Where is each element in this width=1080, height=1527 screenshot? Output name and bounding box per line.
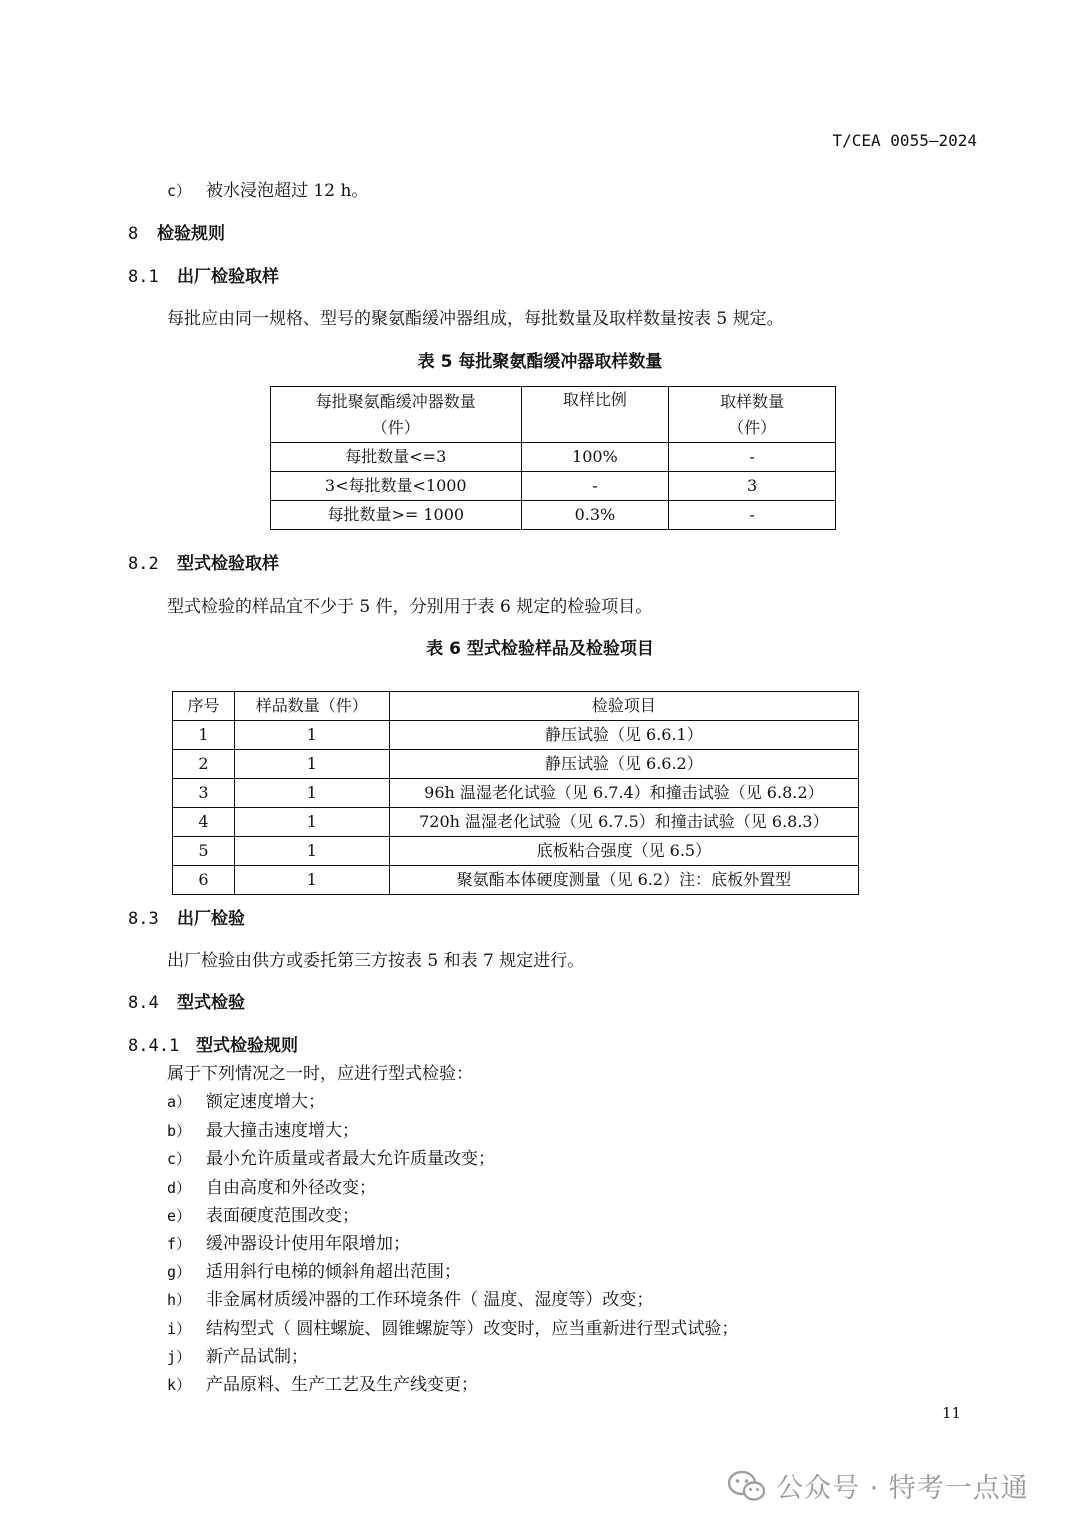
section-heading-8-1: [128, 262, 279, 287]
section-title: 型式检验: [177, 993, 245, 1013]
table-cell: 5: [173, 837, 235, 866]
paragraph: 型式检验的样品宜不少于 5 件，分别用于表 6 规定的检验项目。: [167, 597, 653, 617]
table-cell: 每批数量<=3: [271, 443, 522, 472]
section-number: 8: [128, 224, 139, 244]
table-row: [271, 443, 836, 472]
table-cell: -: [669, 443, 836, 472]
list-item: [167, 1285, 653, 1310]
table6-caption: 表 6 型式检验样品及检验项目: [426, 639, 654, 659]
section-number: 8.4.1: [128, 1036, 180, 1056]
header-cell: 取样数量 （件）: [669, 387, 836, 443]
list-text: 适用斜行电梯的倾斜角超出范围；: [206, 1262, 461, 1282]
table-cell: 96h 温湿老化试验（见 6.7.4）和撞击试验（见 6.8.2）: [389, 779, 858, 808]
table-cell: 0.3%: [521, 501, 669, 530]
list-item: [167, 1201, 359, 1226]
list-letter: j）: [167, 1348, 192, 1366]
section-heading-8-4-1: [128, 1031, 298, 1056]
list-letter: b）: [167, 1122, 192, 1140]
table5-caption: 表 5 每批聚氨酯缓冲器取样数量: [417, 352, 663, 372]
header-cell: 取样比例: [521, 387, 669, 443]
section-title: 出厂检验: [177, 909, 245, 929]
table-cell: 1: [234, 721, 389, 750]
table-row: [173, 808, 859, 837]
header-cell: 样品数量（件）: [234, 692, 389, 721]
table-cell: 1: [234, 750, 389, 779]
table-5: [270, 386, 836, 530]
list-letter: i）: [167, 1320, 192, 1338]
list-text: 新产品试制；: [206, 1347, 308, 1367]
list-item: [167, 1370, 478, 1395]
table-row: [173, 721, 859, 750]
list-letter: c）: [167, 1150, 192, 1168]
section-heading-8-3: [128, 904, 245, 929]
table-row: [173, 750, 859, 779]
list-letter: d）: [167, 1179, 192, 1197]
table-row: [173, 866, 859, 895]
list-text: 最小允许质量或者最大允许质量改变；: [206, 1149, 495, 1169]
page-number: 11: [942, 1404, 962, 1422]
table-cell: 1: [234, 779, 389, 808]
list-text: 缓冲器设计使用年限增加；: [206, 1234, 410, 1254]
table-cell: 1: [234, 808, 389, 837]
table-cell: 3: [173, 779, 235, 808]
table-cell: 3: [669, 472, 836, 501]
header-cell: 序号: [173, 692, 235, 721]
table-header-row: [271, 387, 836, 443]
list-item: [167, 1342, 308, 1367]
watermark: [728, 1466, 1029, 1505]
section-title: 型式检验规则: [196, 1036, 298, 1056]
table-cell: 聚氨酯本体硬度测量（见 6.2）注：底板外置型: [389, 866, 858, 895]
list-letter: g）: [167, 1263, 192, 1281]
section-heading-8-2: [128, 549, 279, 574]
list-item: [167, 1173, 376, 1198]
table-6: [172, 691, 859, 895]
table-cell: -: [521, 472, 669, 501]
header-cell: 每批聚氨酯缓冲器数量 （件）: [271, 387, 522, 443]
wechat-icon: [728, 1470, 766, 1502]
list-item: [167, 1144, 495, 1169]
table-cell: 720h 温湿老化试验（见 6.7.5）和撞击试验（见 6.8.3）: [389, 808, 858, 837]
table-row: [271, 501, 836, 530]
list-letter: f）: [167, 1235, 192, 1253]
list-text: 额定速度增大；: [206, 1092, 325, 1112]
table-cell: -: [669, 501, 836, 530]
table-cell: 3<每批数量<1000: [271, 472, 522, 501]
list-item: [167, 1116, 359, 1141]
list-letter: h）: [167, 1291, 192, 1309]
section-title: 型式检验取样: [177, 554, 279, 574]
table-cell: 1: [234, 837, 389, 866]
list-text: 最大撞击速度增大；: [206, 1121, 359, 1141]
table-header-row: [173, 692, 859, 721]
section-number: 8.3: [128, 909, 159, 929]
section-number: 8.1: [128, 267, 159, 287]
list-text: 自由高度和外径改变；: [206, 1178, 376, 1198]
paragraph: 出厂检验由供方或委托第三方按表 5 和表 7 规定进行。: [167, 951, 585, 971]
watermark-text: 公众号 · 特考一点通: [776, 1473, 1029, 1504]
table-cell: 1: [234, 866, 389, 895]
list-item: [167, 1257, 461, 1282]
list-item: [167, 1229, 410, 1254]
table-cell: 每批数量>= 1000: [271, 501, 522, 530]
list-letter: k）: [167, 1376, 192, 1394]
document-code: T/CEA 0055—2024: [832, 131, 977, 150]
list-letter: c）: [167, 182, 192, 200]
table-cell: 100%: [521, 443, 669, 472]
list-text: 结构型式（ 圆柱螺旋、圆锥螺旋等）改变时，应当重新进行型式试验；: [206, 1319, 739, 1339]
header-cell: 检验项目: [389, 692, 858, 721]
section-number: 8.2: [128, 554, 159, 574]
list-item: [167, 176, 368, 201]
paragraph: 每批应由同一规格、型号的聚氨酯缓冲器组成，每批数量及取样数量按表 5 规定。: [167, 309, 784, 329]
list-item: [167, 1314, 738, 1339]
list-text: 被水浸泡超过 12 h。: [206, 181, 369, 201]
table-cell: 静压试验（见 6.6.2）: [389, 750, 858, 779]
table-cell: 2: [173, 750, 235, 779]
paragraph: 属于下列情况之一时，应进行型式检验：: [167, 1064, 473, 1084]
table-cell: 4: [173, 808, 235, 837]
table-row: [173, 779, 859, 808]
list-text: 非金属材质缓冲器的工作环境条件（ 温度、湿度等）改变；: [206, 1290, 654, 1310]
section-title: 出厂检验取样: [177, 267, 279, 287]
section-title: 检验规则: [157, 224, 225, 244]
section-number: 8.4: [128, 993, 159, 1013]
table-cell: 底板粘合强度（见 6.5）: [389, 837, 858, 866]
table-row: [173, 837, 859, 866]
table-cell: 静压试验（见 6.6.1）: [389, 721, 858, 750]
list-letter: a）: [167, 1093, 192, 1111]
list-text: 表面硬度范围改变；: [206, 1206, 359, 1226]
list-item: [167, 1087, 325, 1112]
table-cell: 1: [173, 721, 235, 750]
list-letter: e）: [167, 1207, 192, 1225]
table-cell: 6: [173, 866, 235, 895]
section-heading-8-4: [128, 988, 245, 1013]
section-heading-8: [128, 219, 225, 244]
list-text: 产品原料、生产工艺及生产线变更；: [206, 1375, 478, 1395]
table-row: [271, 472, 836, 501]
